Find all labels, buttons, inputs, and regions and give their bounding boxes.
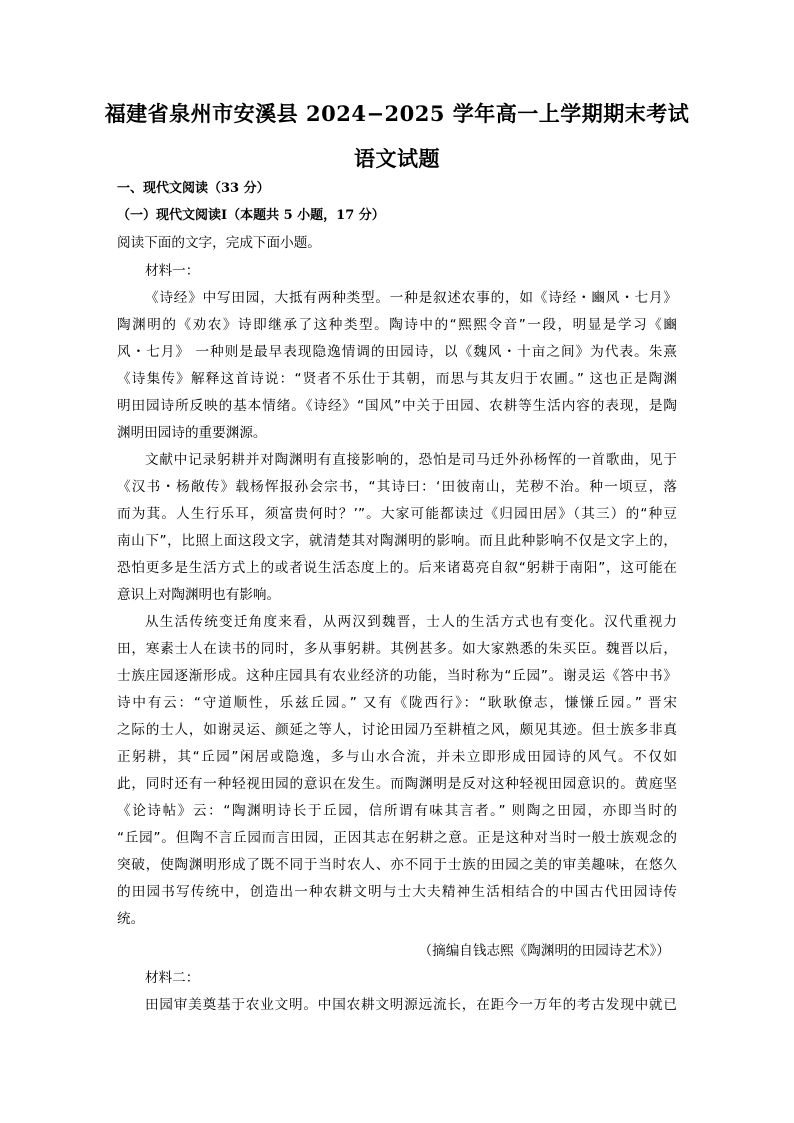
paragraph-line: 而为萁。人生行乐耳，须富贵何时？’”。大家可能都读过《归园田居》（其三）的“种豆 [117,506,677,522]
paragraph-line: 意识上对陶渊明也有影响。 [117,587,281,603]
paragraph-line: 《汉书・杨敞传》载杨恽报孙会宗书，“其诗曰：‘田彼南山，芜秽不治。种一顷豆，落 [117,479,677,495]
paragraph-line: 诗中有云：“守道顺性，乐兹丘园。” 又有《陇西行》：“耿耿僚志，慊慊丘园。” 晋宋 [117,695,677,711]
paragraph-line: 从生活传统变迁角度来看，从两汉到魏晋，士人的生活方式也有变化。汉代重视力 [145,614,677,630]
source-citation: （摘编自钱志熙《陶渊明的田园诗艺术》） [418,943,670,959]
paragraph-line: 《诗经》中写田园，大抵有两种类型。一种是叙述农事的，如《诗经・豳风・七月》 [145,290,677,306]
paragraph-line: 之际的士人，如谢灵运、颜延之等人，讨论田园乃至耕植之风，颇见其迹。但士族多非真 [117,722,677,738]
paragraph-line: 南山下”，比照上面这段文字，就清楚其对陶渊明的影响。而且此种影响不仅是文字上的， [117,533,677,549]
material-two-label: 材料二： [145,970,200,986]
paragraph-line: 明田园诗所反映的基本情绪。《诗经》“国风”中关于田园、农耕等生活内容的表现，是陶 [117,398,677,414]
paragraph-line: 统。 [117,911,145,927]
paragraph-line: 的田园书写传统中，创造出一种农耕文明与士大夫精神生活相结合的中国古代田园诗传 [117,884,677,900]
paragraph-line: 风・七月》 一种则是最早表现隐逸情调的田园诗，以《魏风・十亩之间》为代表。朱熹 [117,344,677,360]
paragraph-line: “丘园”。但陶不言丘园而言田园，正因其志在躬耕之意。正是这种对当时一般士族观念的 [117,830,677,846]
paragraph-line: 正躬耕，其“丘园”闲居或隐逸，多与山水合流，并未立即形成田园诗的风气。不仅如 [117,749,677,765]
paragraph-line: 《诗集传》解释这首诗说：“贤者不乐仕于其朝，而思与其友归于农圃。” 这也正是陶渊 [117,371,677,387]
paragraph-line: 田，寒素士人在读书的同时，多从事躬耕。其例甚多。如大家熟悉的朱买臣。魏晋以后， [117,641,677,657]
exam-title: 福建省泉州市安溪县 2024−2025 学年高一上学期期末考试 [104,101,690,126]
paragraph-line: 此，同时还有一种轻视田园的意识在发生。而陶渊明是反对这种轻视田园意识的。黄庭坚 [117,776,677,792]
section-heading: 一、现代文阅读（33 分） [117,181,270,196]
exam-subtitle: 语文试题 [354,146,440,171]
paragraph-line: 田园审美奠基于农业文明。中国农耕文明源远流长，在距今一万年的考古发现中就已 [145,997,677,1013]
paragraph-line: 士族庄园逐渐形成。这种庄园具有农业经济的功能，当时称为“丘园”。谢灵运《答中书》 [117,668,677,684]
paragraph-line: 恐怕更多是生活方式上的或者说生活态度上的。后来诸葛亮自叙“躬耕于南阳”，这可能在 [117,560,677,576]
subsection-heading: （一）现代文阅读Ⅰ（本题共 5 小题，17 分） [117,208,385,223]
paragraph-line: 陶渊明的《劝农》诗即继承了这种类型。陶诗中的“熙熙令音”一段，明显是学习《豳 [117,317,677,333]
paragraph-line: 文献中记录躬耕并对陶渊明有直接影响的，恐怕是司马迁外孙杨恽的一首歌曲，见于 [145,452,677,468]
paragraph-line: 渊明田园诗的重要渊源。 [117,425,267,441]
material-one-label: 材料一： [145,263,200,279]
paragraph-line: 突破，使陶渊明形成了既不同于当时农人、亦不同于士族的田园之美的审美趣味，在悠久 [117,857,677,873]
instruction-text: 阅读下面的文字，完成下面小题。 [117,235,321,251]
paragraph-line: 《论诗帖》云：“陶渊明诗长于丘园，信所谓有味其言者。” 则陶之田园，亦即当时的 [117,803,677,819]
